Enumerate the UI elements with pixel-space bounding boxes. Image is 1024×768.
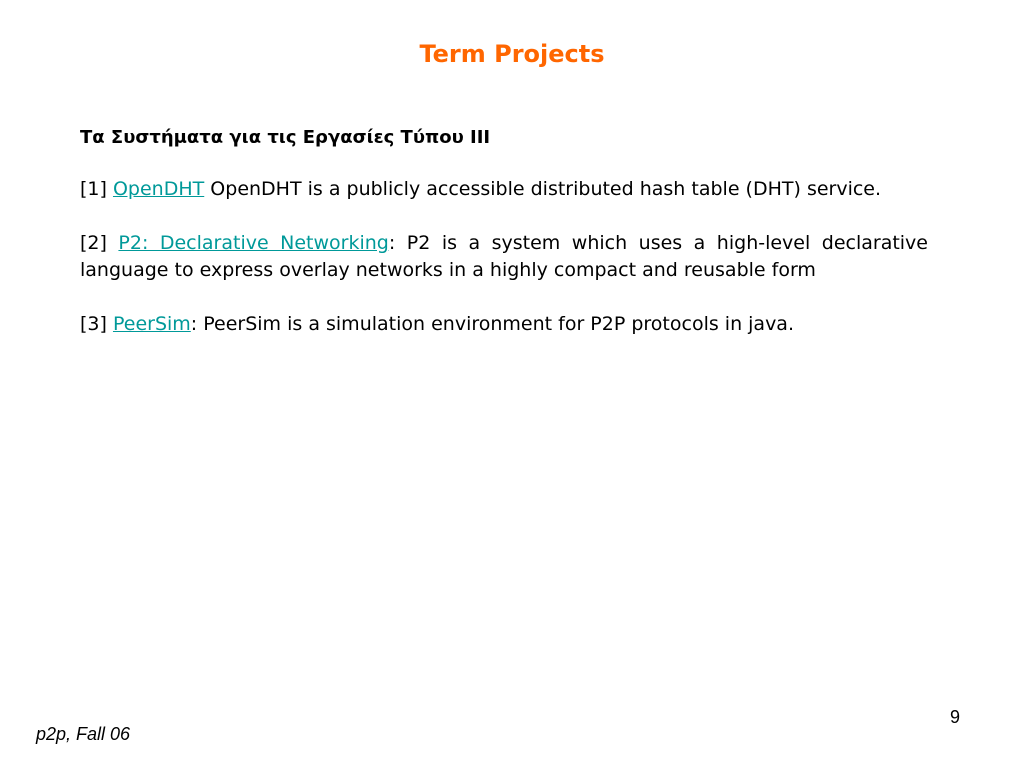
footer-course-label: p2p, Fall 06 [36,724,131,744]
p2-declarative-networking-link[interactable]: P2: Declarative Networking [118,232,389,254]
project-item-3 [80,311,928,338]
item-separator: : [190,313,204,335]
slide-title: Term Projects [419,40,605,68]
item-description: PeerSim is a simulation environment for P2P protocols in java. [203,313,794,335]
slide-body [80,124,928,365]
page-number: 9 [950,707,961,727]
item-number: [1] [80,178,107,200]
item-separator: : [388,232,407,254]
project-item-1 [80,176,928,203]
section-heading: Τα Συστήματα για τις Εργασίες Τύπου ΙΙΙ [80,127,491,148]
opendht-link[interactable]: OpenDHT [112,178,205,200]
project-item-2 [80,230,928,284]
item-number: [3] [80,313,107,335]
peersim-link[interactable]: PeerSim [112,313,191,335]
item-description: P2 is a system which uses a high-level declarative language to express overlay networks in a highly compact and reusable form [80,232,928,281]
item-description: OpenDHT is a publicly accessible distributed hash table (DHT) service. [210,178,882,200]
item-number: [2] [80,232,107,254]
